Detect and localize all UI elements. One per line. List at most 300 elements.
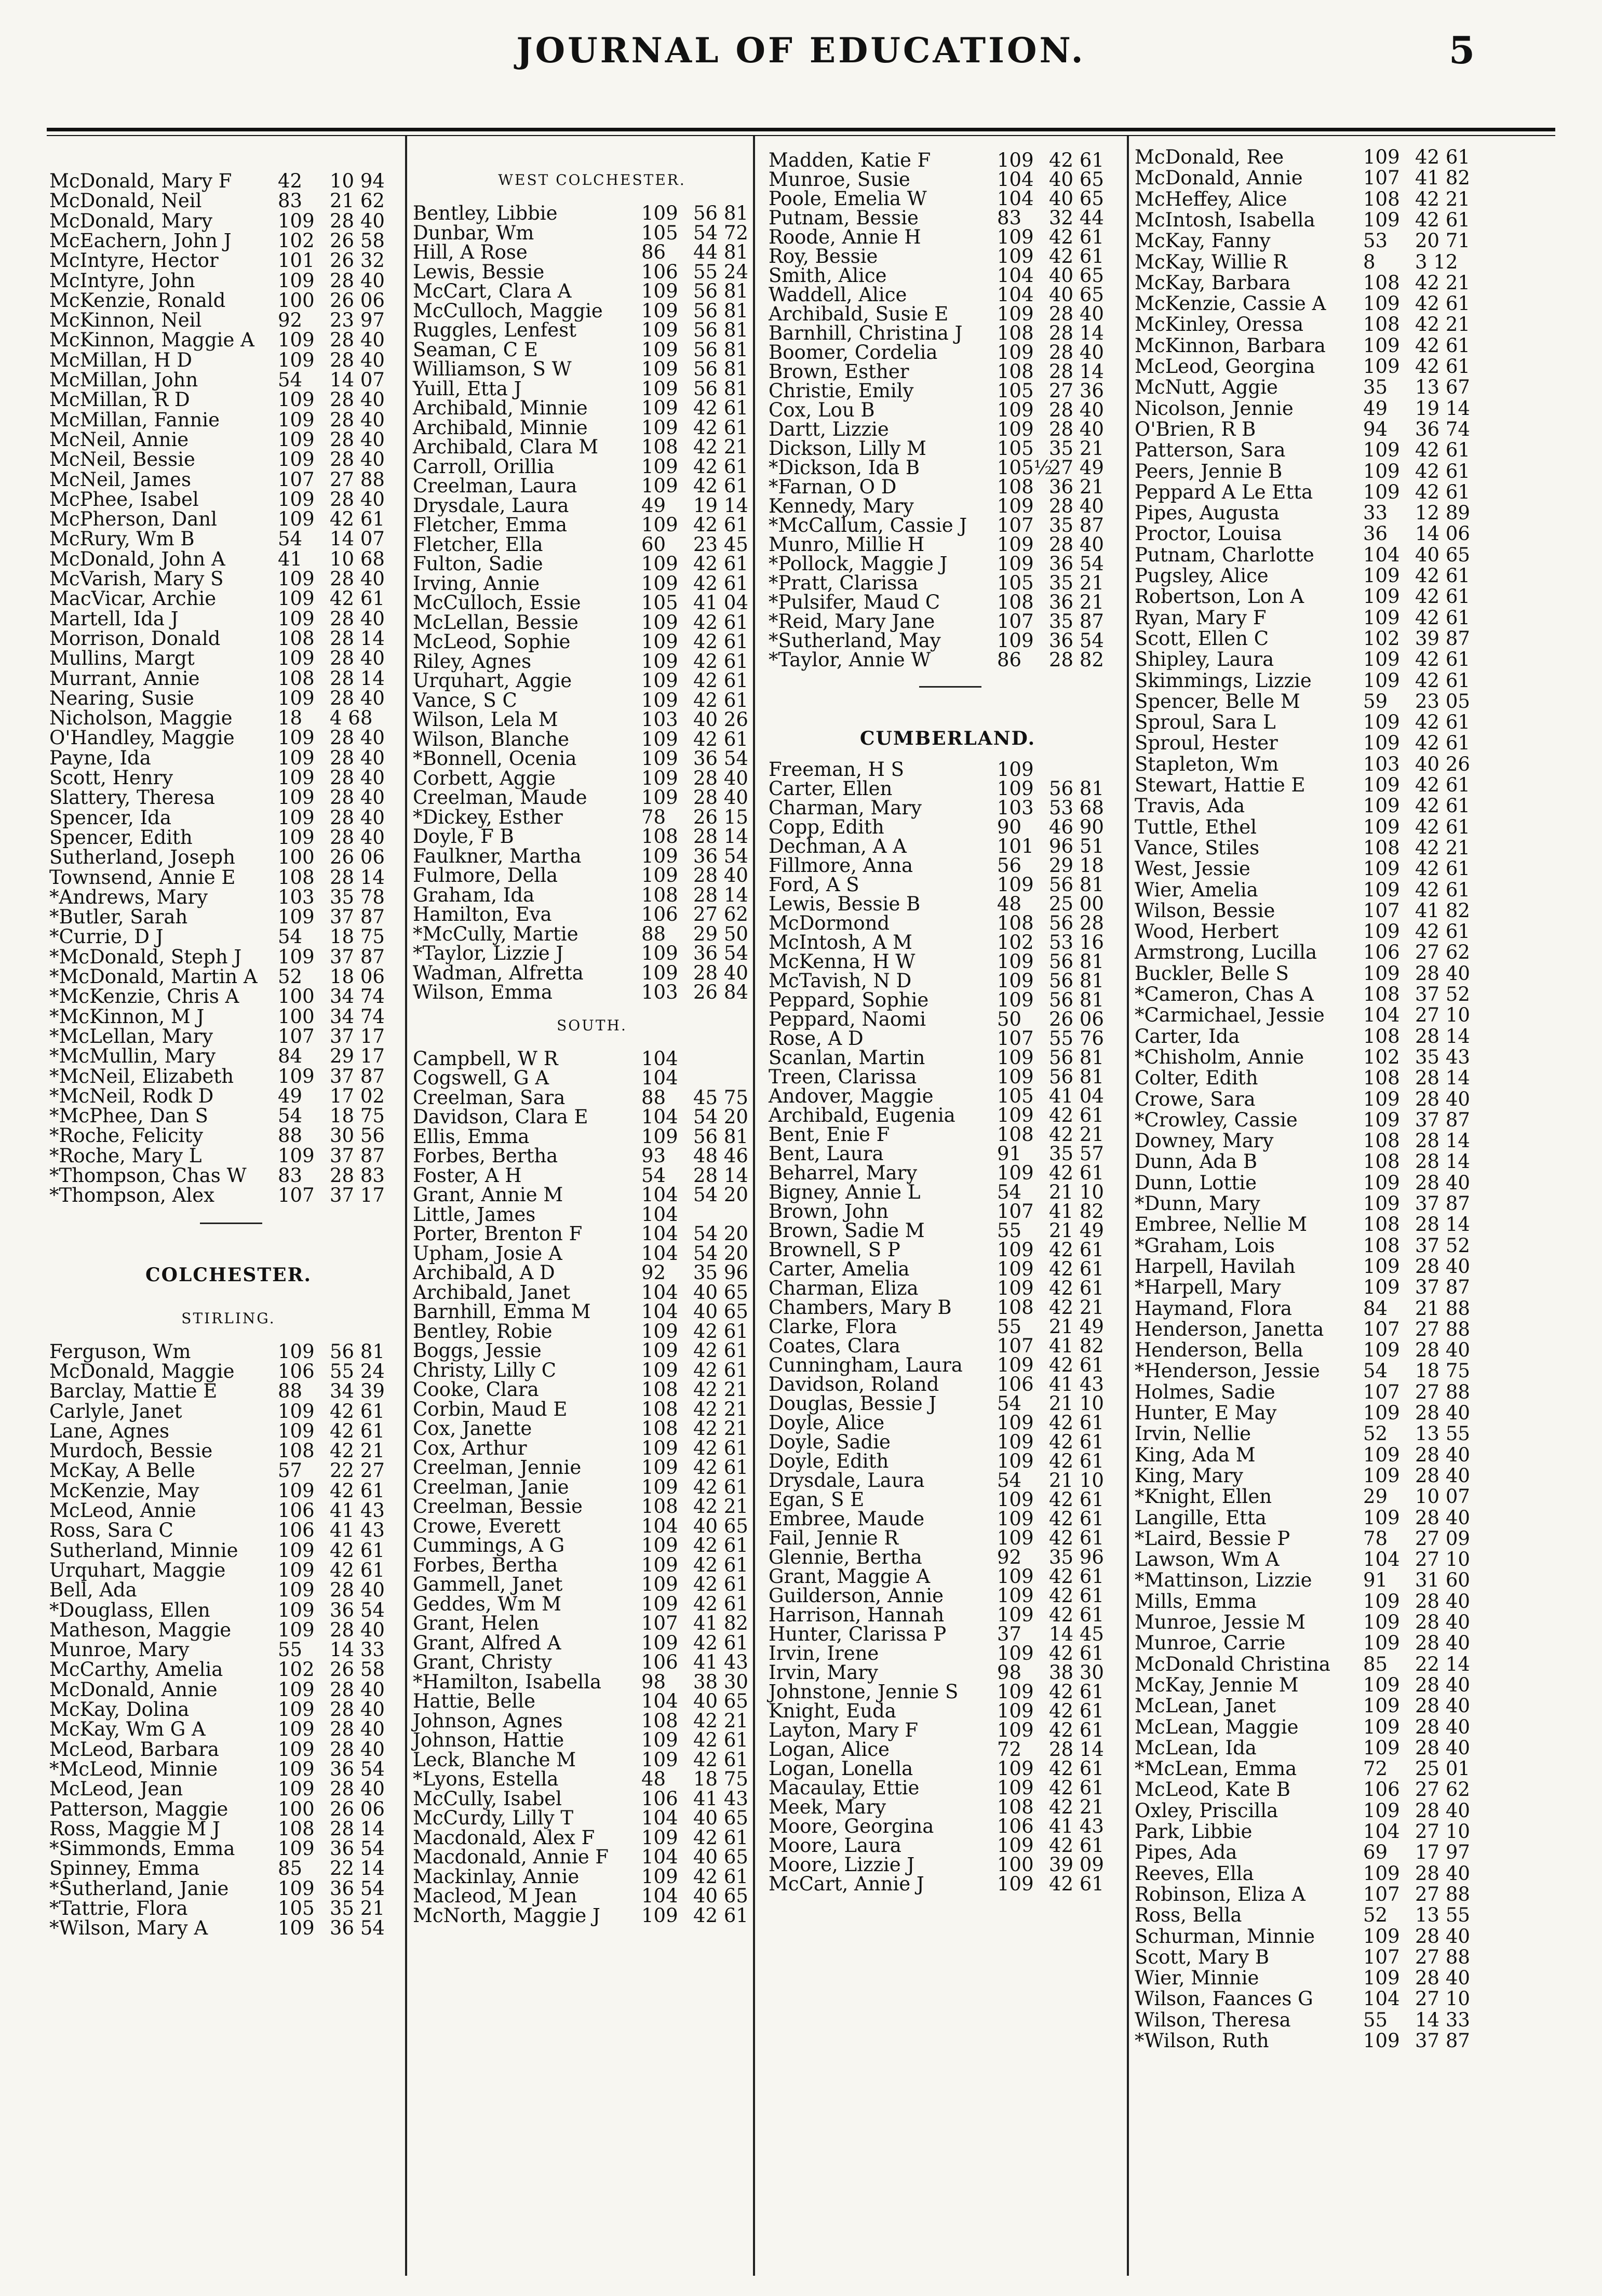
entry-days: 108 [1363,1130,1400,1152]
entry-name: *Butler, Sarah [49,906,188,929]
entry-days: 105 [641,592,678,614]
entry-days: 108 [278,1817,315,1840]
entry-days: 107 [1363,167,1400,190]
entry-name: Rose, A D [769,1027,864,1050]
entry-days: 55 [278,1639,303,1661]
entry-name: Fulton, Sadie [413,553,543,575]
entry-days: 107 [278,1025,315,1048]
entry-amount: 28 40 [330,1778,385,1801]
entry-days: 109 [641,377,678,400]
entry-days: 109 [641,416,678,439]
entry-name: Creelman, Sara [413,1086,566,1109]
entry-name: Guilderson, Annie [769,1585,944,1607]
entry-days: 109 [997,1565,1034,1588]
entry-name: Ross, Maggie M J [49,1817,220,1840]
entry-name: Davidson, Roland [769,1373,939,1395]
entry-amount: 28 40 [1415,1862,1470,1885]
entry-days: 104 [641,1690,678,1712]
entry-name: Patterson, Maggie [49,1797,228,1820]
entry-name: *McLean, Emma [1135,1757,1297,1780]
entry-name: Clarke, Flora [769,1315,897,1338]
entry-amount: 21 10 [1049,1181,1104,1203]
entry-days: 104 [1363,1004,1400,1027]
entry-days: 106 [997,1373,1034,1395]
entry-amount: 28 40 [330,428,385,451]
entry-amount: 42 21 [1415,187,1470,210]
entry-name: Ross, Sara C [49,1519,173,1542]
entry-days: 109 [278,209,315,232]
entry-days: 108 [641,883,678,906]
entry-name: Creelman, Jennie [413,1456,582,1479]
entry-amount: 21 10 [1049,1469,1104,1492]
entry-days: 94 [1363,418,1388,440]
entry-name: Scott, Ellen C [1135,627,1269,650]
entry-name: MacVicar, Archie [49,587,217,610]
entry-amount: 42 61 [1049,1642,1104,1664]
entry-days: 109 [278,568,315,590]
entry-name: Bigney, Annie L [769,1181,921,1203]
section-divider [919,686,981,688]
entry-days: 104 [641,1106,678,1128]
entry-name: McCart, Annie J [769,1873,924,1895]
entry-name: *Dickey, Esther [413,805,563,828]
entry-amount: 41 82 [1415,899,1470,922]
entry-name: Poole, Emelia W [769,187,927,210]
entry-name: Murrant, Annie [49,667,200,690]
entry-name: *Dunn, Mary [1135,1192,1260,1215]
entry-name: McDonald Christina [1135,1653,1330,1675]
entry-name: Archibald, Minnie [413,416,588,439]
entry-days: 109 [1363,732,1400,755]
entry-days: 91 [997,1143,1022,1165]
entry-name: McKenzie, Cassie A [1135,292,1326,315]
entry-name: *Pulsifer, Maud C [769,591,940,613]
entry-name: Mackinlay, Annie [413,1865,580,1888]
entry-name: Henderson, Bella [1135,1339,1303,1362]
entry-name: McCulloch, Essie [413,592,581,614]
column-divider [753,136,755,2276]
entry-amount: 28 40 [1415,1339,1470,1362]
entry-name: Christy, Lilly C [413,1359,557,1381]
entry-days: 109 [1363,146,1400,168]
entry-name: Crowe, Sara [1135,1087,1256,1110]
entry-days: 109 [641,1631,678,1654]
entry-amount: 25 01 [1415,1757,1470,1780]
entry-name: Carroll, Orillia [413,455,555,478]
entry-days: 109 [278,1837,315,1860]
entry-days: 109 [641,611,678,634]
entry-name: Vance, S C [413,689,517,711]
entry-amount: 42 61 [1049,1873,1104,1895]
entry-amount: 42 61 [1049,1585,1104,1607]
entry-name: Carter, Amelia [769,1258,910,1280]
entry-amount: 36 54 [330,1917,385,1940]
entry-amount: 42 61 [693,611,748,634]
entry-amount: 40 65 [1415,543,1470,566]
entry-amount: 29 50 [693,922,748,945]
entry-days: 109 [641,299,678,322]
entry-days: 109 [278,1678,315,1701]
entry-name: McMillan, Fannie [49,408,220,431]
entry-amount: 28 14 [1415,1150,1470,1173]
entry-amount: 28 40 [693,786,748,809]
entry-days: 109 [997,1162,1034,1184]
entry-days: 109 [641,1125,678,1148]
entry-days: 84 [278,1045,303,1068]
entry-amount: 28 40 [330,209,385,232]
entry-name: O'Brien, R B [1135,418,1256,440]
entry-amount: 25 00 [1049,893,1104,915]
entry-days: 108 [1363,983,1400,1005]
entry-amount: 40 26 [693,708,748,731]
entry-name: Kennedy, Mary [769,495,914,517]
entry-days: 106 [997,1815,1034,1837]
entry-name: *Farnan, O D [769,476,897,498]
entry-days: 54 [278,1105,303,1127]
entry-days: 106 [278,1499,315,1522]
entry-days: 105 [997,1085,1034,1107]
entry-name: Pipes, Ada [1135,1841,1237,1864]
entry-name: Shipley, Laura [1135,648,1274,671]
entry-amount: 37 17 [330,1184,385,1207]
entry-days: 108 [997,1123,1034,1146]
entry-name: Carter, Ida [1135,1025,1240,1048]
entry-days: 108 [641,825,678,848]
entry-amount: 27 62 [1415,941,1470,964]
entry-name: Geddes, Wm M [413,1592,561,1615]
entry-name: Egan, S E [769,1488,865,1511]
entry-name: Hattie, Belle [413,1690,535,1712]
entry-amount: 36 54 [693,942,748,964]
entry-amount: 42 61 [693,689,748,711]
entry-days: 55 [997,1315,1022,1338]
entry-name: Crowe, Everett [413,1514,561,1537]
entry-days: 109 [997,1585,1034,1607]
entry-amount: 42 61 [1415,669,1470,692]
entry-days: 109 [997,629,1034,652]
entry-days: 109 [641,1592,678,1615]
entry-days: 109 [997,950,1034,973]
entry-name: McLean, Janet [1135,1695,1276,1717]
entry-name: Bentley, Robie [413,1320,553,1342]
entry-name: Corbett, Aggie [413,767,556,789]
entry-days: 52 [278,965,303,988]
entry-days: 108 [1363,271,1400,294]
entry-amount: 28 40 [330,568,385,590]
entry-amount: 42 61 [1049,1834,1104,1857]
entry-amount: 40 65 [1049,187,1104,210]
entry-days: 109 [997,1104,1034,1126]
entry-name: Hunter, E May [1135,1402,1277,1424]
entry-amount: 34 74 [330,1005,385,1028]
entry-amount: 41 43 [693,1787,748,1810]
entry-amount: 56 81 [1049,777,1104,800]
entry-days: 109 [278,1579,315,1602]
entry-amount: 42 61 [1049,1431,1104,1453]
entry-name: Macdonald, Alex F [413,1826,595,1849]
entry-name: McCulloch, Maggie [413,299,603,322]
entry-days: 72 [997,1738,1022,1761]
entry-name: *McPhee, Dan S [49,1105,208,1127]
entry-days: 109 [997,1873,1034,1895]
entry-amount: 41 43 [693,1651,748,1673]
section-subheading: STIRLING. [181,1309,276,1327]
entry-name: King, Ada M [1135,1443,1256,1466]
entry-amount: 28 40 [1415,1255,1470,1278]
entry-days: 18 [278,707,303,730]
entry-days: 92 [641,1261,666,1284]
entry-name: *Thompson, Alex [49,1184,214,1207]
entry-amount: 27 88 [330,468,385,491]
entry-days: 109 [1363,565,1400,587]
entry-days: 107 [1363,899,1400,922]
entry-name: Irvin, Mary [769,1661,878,1684]
entry-name: *Carmichael, Jessie [1135,1004,1325,1027]
entry-name: McKinnon, Neil [49,309,202,332]
entry-amount: 41 82 [1049,1200,1104,1223]
entry-name: Fail, Jennie R [769,1527,899,1549]
entry-amount: 42 61 [1415,920,1470,943]
entry-name: West, Jessie [1135,857,1250,880]
entry-name: Harrison, Hannah [769,1604,945,1626]
entry-days: 86 [641,241,666,263]
entry-amount: 41 04 [1049,1085,1104,1107]
entry-amount: 28 14 [1415,1213,1470,1236]
entry-amount: 28 40 [330,408,385,431]
entry-amount: 28 40 [1415,1736,1470,1759]
entry-days: 109 [1363,1799,1400,1822]
entry-name: Ferguson, Wm [49,1340,191,1363]
entry-name: Armstrong, Lucilla [1135,941,1317,964]
entry-name: Madden, Katie F [769,149,931,171]
entry-amount: 32 44 [1049,207,1104,229]
entry-name: *Thompson, Chas W [49,1164,247,1187]
entry-amount: 28 40 [1049,341,1104,364]
entry-amount: 28 40 [1415,1695,1470,1717]
entry-days: 83 [997,207,1022,229]
entry-days: 109 [1363,1171,1400,1194]
entry-name: Freeman, H S [769,758,905,781]
entry-amount: 28 40 [330,388,385,411]
entry-name: Macaulay, Ettie [769,1777,920,1799]
entry-amount: 35 21 [1049,437,1104,460]
entry-name: *Hamilton, Isabella [413,1670,602,1693]
entry-amount: 42 61 [1049,226,1104,248]
entry-amount: 35 87 [1049,610,1104,633]
entry-days: 54 [997,1469,1022,1492]
entry-name: Campbell, W R [413,1047,558,1070]
entry-name: Seaman, C E [413,338,538,361]
entry-name: Putnam, Bessie [769,207,919,229]
entry-days: 109 [997,553,1034,575]
entry-amount: 28 40 [330,329,385,352]
entry-amount: 35 96 [1049,1546,1104,1568]
entry-amount: 21 88 [1415,1297,1470,1320]
entry-days: 107 [997,514,1034,536]
entry-days: 109 [278,428,315,451]
entry-amount: 22 27 [330,1459,385,1482]
entry-amount: 42 61 [693,1320,748,1342]
entry-days: 107 [1363,1380,1400,1403]
entry-name: Wilson, Theresa [1135,2008,1291,2031]
section-subheading: WEST COLCHESTER. [498,171,686,189]
entry-days: 98 [641,1670,666,1693]
entry-amount: 28 40 [330,687,385,709]
entry-name: McEachern, John J [49,229,232,252]
entry-name: Sproul, Sara L [1135,711,1276,734]
entry-days: 109 [997,1488,1034,1511]
entry-amount: 21 49 [1049,1315,1104,1338]
entry-name: McKinnon, Maggie A [49,329,254,352]
entry-name: Tuttle, Ethel [1135,815,1257,838]
entry-days: 109 [997,777,1034,800]
entry-amount: 42 61 [1049,1700,1104,1722]
entry-days: 109 [641,455,678,478]
entry-days: 109 [641,338,678,361]
entry-days: 109 [278,508,315,531]
entry-amount: 27 88 [1415,1883,1470,1905]
entry-amount: 37 87 [1415,1108,1470,1131]
entry-days: 55 [1363,2008,1388,2031]
entry-days: 109 [278,348,315,371]
entry-days: 109 [278,488,315,511]
entry-days: 108 [641,1398,678,1420]
entry-name: *McLellan, Mary [49,1025,213,1048]
entry-days: 109 [278,1718,315,1741]
entry-days: 109 [278,647,315,670]
entry-amount: 28 40 [330,1678,385,1701]
entry-amount: 45 75 [693,1086,748,1109]
entry-days: 107 [997,1335,1034,1357]
entry-name: Roode, Annie H [769,226,921,248]
entry-amount: 42 21 [1415,836,1470,859]
entry-amount: 28 40 [1415,1443,1470,1466]
entry-days: 109 [278,388,315,411]
entry-amount: 31 60 [1415,1569,1470,1592]
entry-amount: 37 87 [330,1144,385,1167]
entry-days: 109 [1363,1632,1400,1655]
entry-name: *Graham, Lois [1135,1234,1275,1257]
entry-days: 109 [1363,1862,1400,1885]
entry-amount: 54 20 [693,1242,748,1265]
entry-name: McDonald, Annie [1135,167,1303,190]
entry-name: Henderson, Janetta [1135,1318,1324,1340]
entry-name: Treen, Clarissa [769,1066,917,1088]
entry-name: Carter, Ellen [769,777,893,800]
entry-days: 109 [641,475,678,497]
entry-amount: 28 14 [1415,1025,1470,1048]
entry-amount: 28 14 [693,1164,748,1187]
entry-name: Barclay, Mattie E [49,1380,218,1403]
entry-name: Ross, Bella [1135,1904,1242,1927]
entry-days: 109 [278,786,315,809]
entry-amount: 28 40 [330,488,385,511]
entry-amount: 26 06 [330,1797,385,1820]
entry-days: 109 [997,970,1034,992]
entry-name: Ryan, Mary F [1135,606,1267,629]
entry-days: 109 [278,587,315,610]
entry-amount: 34 74 [330,985,385,1008]
entry-days: 109 [997,1777,1034,1799]
entry-amount: 28 14 [1049,360,1104,383]
entry-name: Wilson, Bessie [1135,899,1275,922]
entry-name: *McDonald, Steph J [49,945,242,968]
entry-days: 108 [1363,187,1400,210]
entry-days: 108 [1363,1150,1400,1173]
entry-days: 49 [278,1084,303,1107]
entry-name: Beharrel, Mary [769,1162,918,1184]
entry-amount: 53 16 [1049,931,1104,954]
entry-amount: 54 20 [693,1223,748,1245]
entry-name: Layton, Mary F [769,1719,918,1741]
entry-days: 109 [997,399,1034,421]
entry-name: McHeffey, Alice [1135,187,1287,210]
entry-days: 109 [641,1826,678,1849]
entry-days: 100 [278,985,315,1008]
entry-name: Gammell, Janet [413,1573,563,1595]
entry-name: Forbes, Bertha [413,1553,558,1576]
entry-days: 109 [278,1065,315,1087]
entry-days: 37 [997,1623,1022,1645]
entry-name: McNutt, Aggie [1135,376,1278,399]
entry-days: 109 [641,1729,678,1751]
entry-days: 109 [278,746,315,769]
entry-amount: 27 88 [1415,1380,1470,1403]
entry-amount: 42 61 [693,455,748,478]
entry-days: 104 [997,264,1034,287]
entry-amount: 28 14 [330,667,385,690]
entry-amount: 42 61 [693,397,748,419]
entry-name: Archibald, Janet [413,1281,571,1304]
entry-days: 109 [278,269,315,292]
entry-days: 109 [1363,292,1400,315]
entry-days: 109 [1363,208,1400,231]
entry-days: 104 [1363,1988,1400,2010]
entry-amount: 18 06 [330,965,385,988]
entry-days: 107 [1363,1318,1400,1340]
entry-days: 53 [1363,230,1388,252]
entry-name: Nicholson, Maggie [49,707,233,730]
entry-amount: 29 18 [1049,854,1104,877]
entry-days: 108 [997,1796,1034,1818]
entry-days: 109 [997,1642,1034,1664]
entry-name: McLellan, Bessie [413,611,578,634]
entry-name: *McDonald, Martin A [49,965,258,988]
entry-name: McKay, Dolina [49,1698,190,1721]
entry-name: Pipes, Augusta [1135,502,1280,525]
entry-name: Carlyle, Janet [49,1400,182,1422]
entry-days: 109 [278,1144,315,1167]
entry-name: Lawson, Wm A [1135,1548,1280,1571]
entry-name: *McKenzie, Chris A [49,985,239,1008]
entry-amount: 28 14 [330,1817,385,1840]
entry-amount: 28 40 [330,767,385,789]
entry-name: *Knight, Ellen [1135,1485,1272,1508]
entry-name: Archibald, Minnie [413,397,588,419]
entry-name: Barnhill, Christina J [769,322,963,344]
entry-name: *Sutherland, Janie [49,1877,229,1900]
entry-amount: 42 61 [1049,1719,1104,1741]
entry-amount: 28 14 [1049,1738,1104,1761]
entry-amount: 42 61 [330,587,385,610]
entry-days: 109 [641,1534,678,1556]
entry-amount: 13 55 [1415,1904,1470,1927]
entry-name: Knight, Euda [769,1700,896,1722]
entry-days: 108 [1363,1213,1400,1236]
entry-name: Christie, Emily [769,380,914,402]
entry-amount: 42 61 [1049,1104,1104,1126]
column-divider [405,136,407,2276]
